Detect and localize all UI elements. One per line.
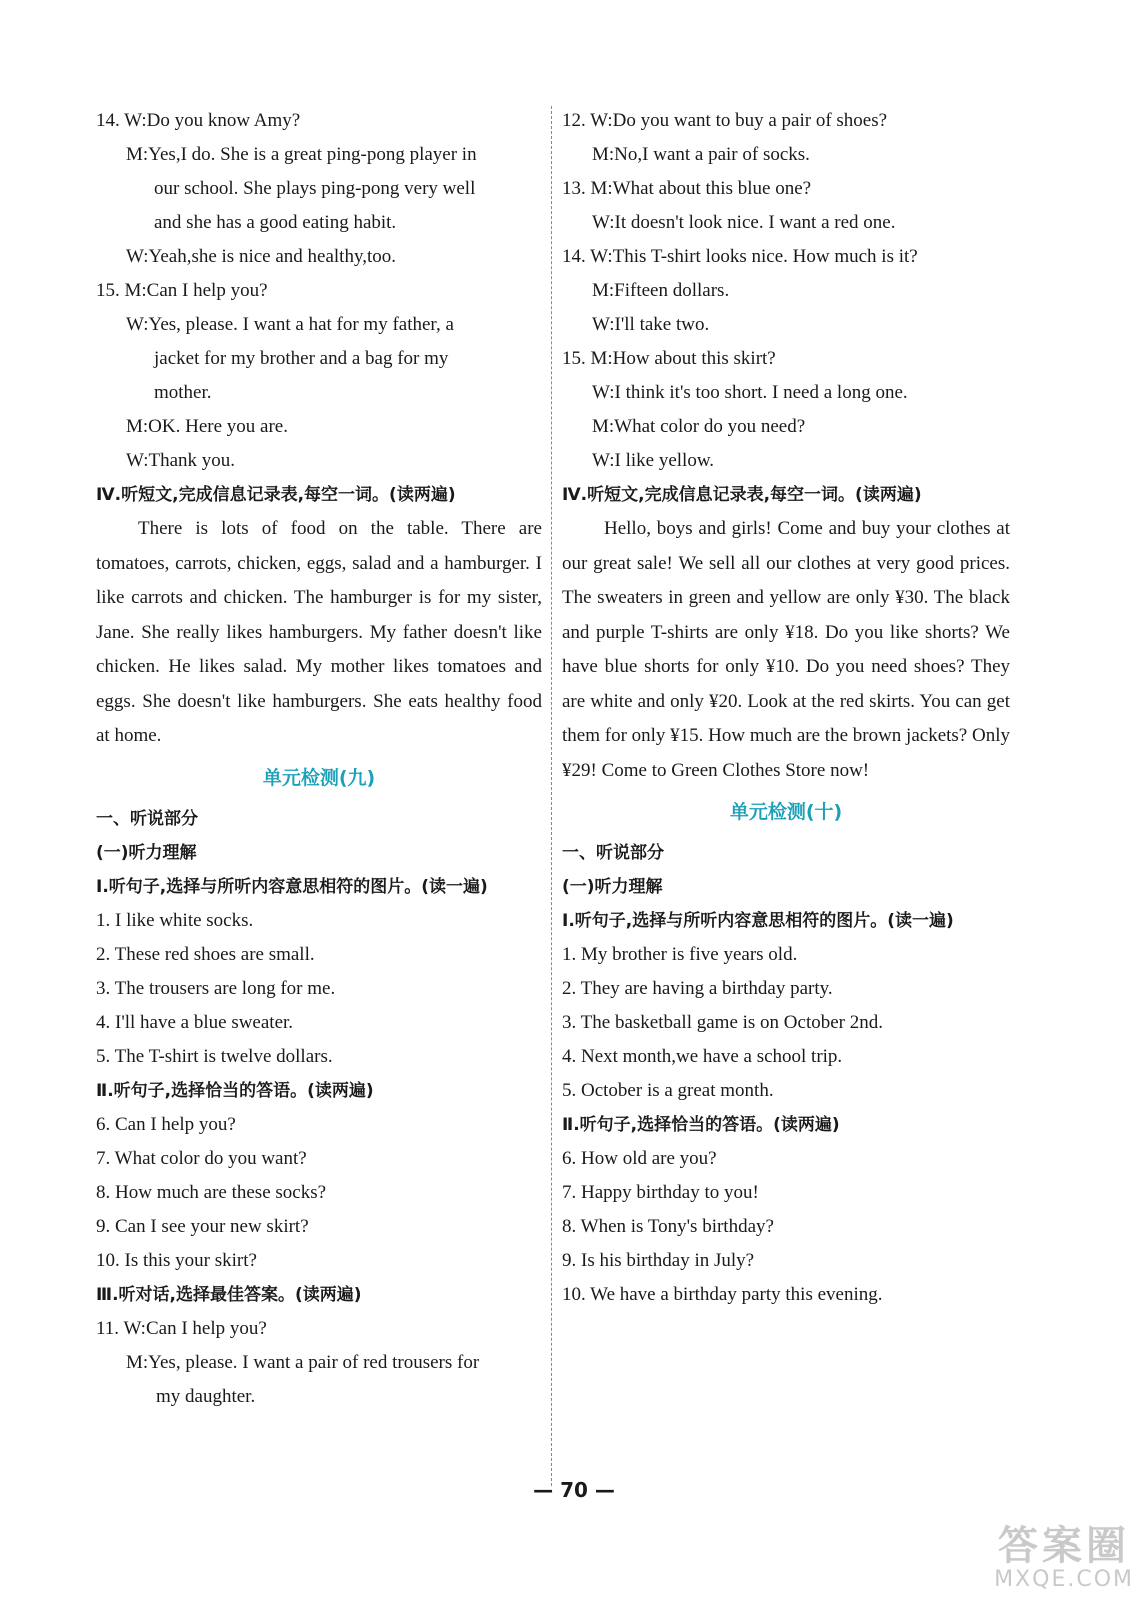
list-item: 10. We have a birthday party this evening. bbox=[562, 1284, 883, 1305]
list-item: 5. October is a great month. bbox=[562, 1080, 774, 1101]
section-heading: Ⅳ.听短文,完成信息记录表,每空一词。(读两遍) bbox=[96, 485, 456, 505]
dialogue-line: 12. W:Do you want to buy a pair of shoes? bbox=[562, 110, 888, 131]
dialogue-line: mother. bbox=[154, 382, 212, 403]
list-item: 8. When is Tony's birthday? bbox=[562, 1216, 774, 1237]
list-item: 7. What color do you want? bbox=[96, 1147, 307, 1169]
dialogue-line: 15. M:Can I help you? bbox=[96, 280, 268, 301]
dialogue-line: 14. W:This T-shirt looks nice. How much is it? bbox=[562, 246, 918, 267]
dialogue-line: 11. W:Can I help you? bbox=[96, 1317, 267, 1339]
list-item: 1. My brother is five years old. bbox=[562, 944, 798, 965]
dialogue-line: my daughter. bbox=[156, 1385, 256, 1407]
dialogue-line: W:I think it's too short. I need a long one. bbox=[592, 382, 908, 403]
dialogue-line: W:Yeah,she is nice and healthy,too. bbox=[126, 246, 396, 267]
section-heading: Ⅱ.听句子,选择恰当的答语。(读两遍) bbox=[96, 1080, 374, 1101]
list-item: 4. I'll have a blue sweater. bbox=[96, 1011, 294, 1033]
part-heading: 一、听说部分 bbox=[562, 843, 664, 863]
list-item: 5. The T-shirt is twelve dollars. bbox=[96, 1045, 333, 1067]
left-column bbox=[96, 104, 542, 1414]
dialogue-line: W:Thank you. bbox=[126, 450, 236, 471]
page-number: — 70 — bbox=[533, 1478, 615, 1502]
dialogue-line: W:I'll take two. bbox=[592, 314, 710, 335]
listening-passage: There is lots of food on the table. There are tomatoes, carrots, chicken, eggs, salad and a hamburger. I like carrots and chicken. The hamburger is for my sister, Jane. She really likes hamburgers. My father doesn't like chicken. He likes salad. My mother likes tomatoes and eggs. She doesn't like hamburgers. She eats healthy food at home. bbox=[96, 518, 542, 746]
unit-title: 单元检测(十) bbox=[729, 801, 843, 823]
list-item: 7. Happy birthday to you! bbox=[562, 1182, 759, 1203]
list-item: 6. Can I help you? bbox=[96, 1113, 236, 1135]
list-item: 2. They are having a birthday party. bbox=[562, 978, 833, 999]
dialogue-line: and she has a good eating habit. bbox=[154, 212, 397, 233]
list-item: 6. How old are you? bbox=[562, 1148, 717, 1169]
dialogue-line: M:What color do you need? bbox=[592, 416, 806, 437]
list-item: 2. These red shoes are small. bbox=[96, 943, 315, 965]
dialogue-line: 13. M:What about this blue one? bbox=[562, 178, 812, 199]
dialogue-line: 15. M:How about this skirt? bbox=[562, 348, 776, 369]
list-item: 4. Next month,we have a school trip. bbox=[562, 1046, 843, 1067]
dialogue-line: M:OK. Here you are. bbox=[126, 416, 288, 437]
list-item: 8. How much are these socks? bbox=[96, 1181, 327, 1203]
list-item: 3. The basketball game is on October 2nd. bbox=[562, 1012, 883, 1033]
dialogue-line: W:Yes, please. I want a hat for my father, a bbox=[126, 314, 454, 335]
watermark-logo bbox=[994, 1524, 1134, 1592]
dialogue-line: M:Fifteen dollars. bbox=[592, 280, 730, 301]
list-item: 9. Can I see your new skirt? bbox=[96, 1215, 309, 1237]
section-heading: Ⅳ.听短文,完成信息记录表,每空一词。(读两遍) bbox=[562, 485, 922, 505]
unit-title: 单元检测(九) bbox=[262, 766, 376, 789]
dialogue-line: M:Yes,I do. She is a great ping-pong player in bbox=[126, 144, 477, 165]
listening-passage: Hello, boys and girls! Come and buy your clothes at our great sale! We sell all our clothes at very good prices. The sweaters in green and yellow are only ¥30. The black and purple T-shirts are only ¥18. Do you like shorts? We have blue shorts for only ¥10. Do you need shoes? They are white and only ¥20. Look at the red skirts. You can get them for only ¥15. How much are the brown jackets? Only ¥29! Come to Green Clothes Store now! bbox=[562, 518, 1010, 781]
list-item: 3. The trousers are long for me. bbox=[96, 977, 336, 999]
list-item: 1. I like white socks. bbox=[96, 909, 254, 931]
dialogue-line: our school. She plays ping-pong very well bbox=[154, 178, 476, 199]
list-item: 10. Is this your skirt? bbox=[96, 1249, 257, 1271]
dialogue-line: M:Yes, please. I want a pair of red trousers for bbox=[126, 1351, 480, 1373]
right-column bbox=[562, 104, 1010, 1312]
dialogue-line: W:It doesn't look nice. I want a red one. bbox=[592, 212, 896, 233]
dialogue-line: 14. W:Do you know Amy? bbox=[96, 110, 301, 131]
watermark-url: MXQE.COM bbox=[994, 1567, 1134, 1592]
dialogue-line: jacket for my brother and a bag for my bbox=[154, 348, 449, 369]
subpart-heading: (一)听力理解 bbox=[562, 877, 663, 897]
part-heading: 一、听说部分 bbox=[96, 808, 198, 829]
section-heading: Ⅲ.听对话,选择最佳答案。(读两遍) bbox=[96, 1284, 362, 1305]
section-heading: Ⅰ.听句子,选择与所听内容意思相符的图片。(读一遍) bbox=[96, 876, 488, 897]
dialogue-line: M:No,I want a pair of socks. bbox=[592, 144, 810, 165]
dialogue-line: W:I like yellow. bbox=[592, 450, 715, 471]
list-item: 9. Is his birthday in July? bbox=[562, 1250, 755, 1271]
column-divider bbox=[551, 106, 552, 1486]
watermark-text: 答案圈 bbox=[998, 1523, 1131, 1569]
section-heading: Ⅱ.听句子,选择恰当的答语。(读两遍) bbox=[562, 1115, 840, 1135]
subpart-heading: (一)听力理解 bbox=[96, 842, 197, 863]
section-heading: Ⅰ.听句子,选择与所听内容意思相符的图片。(读一遍) bbox=[562, 911, 954, 931]
